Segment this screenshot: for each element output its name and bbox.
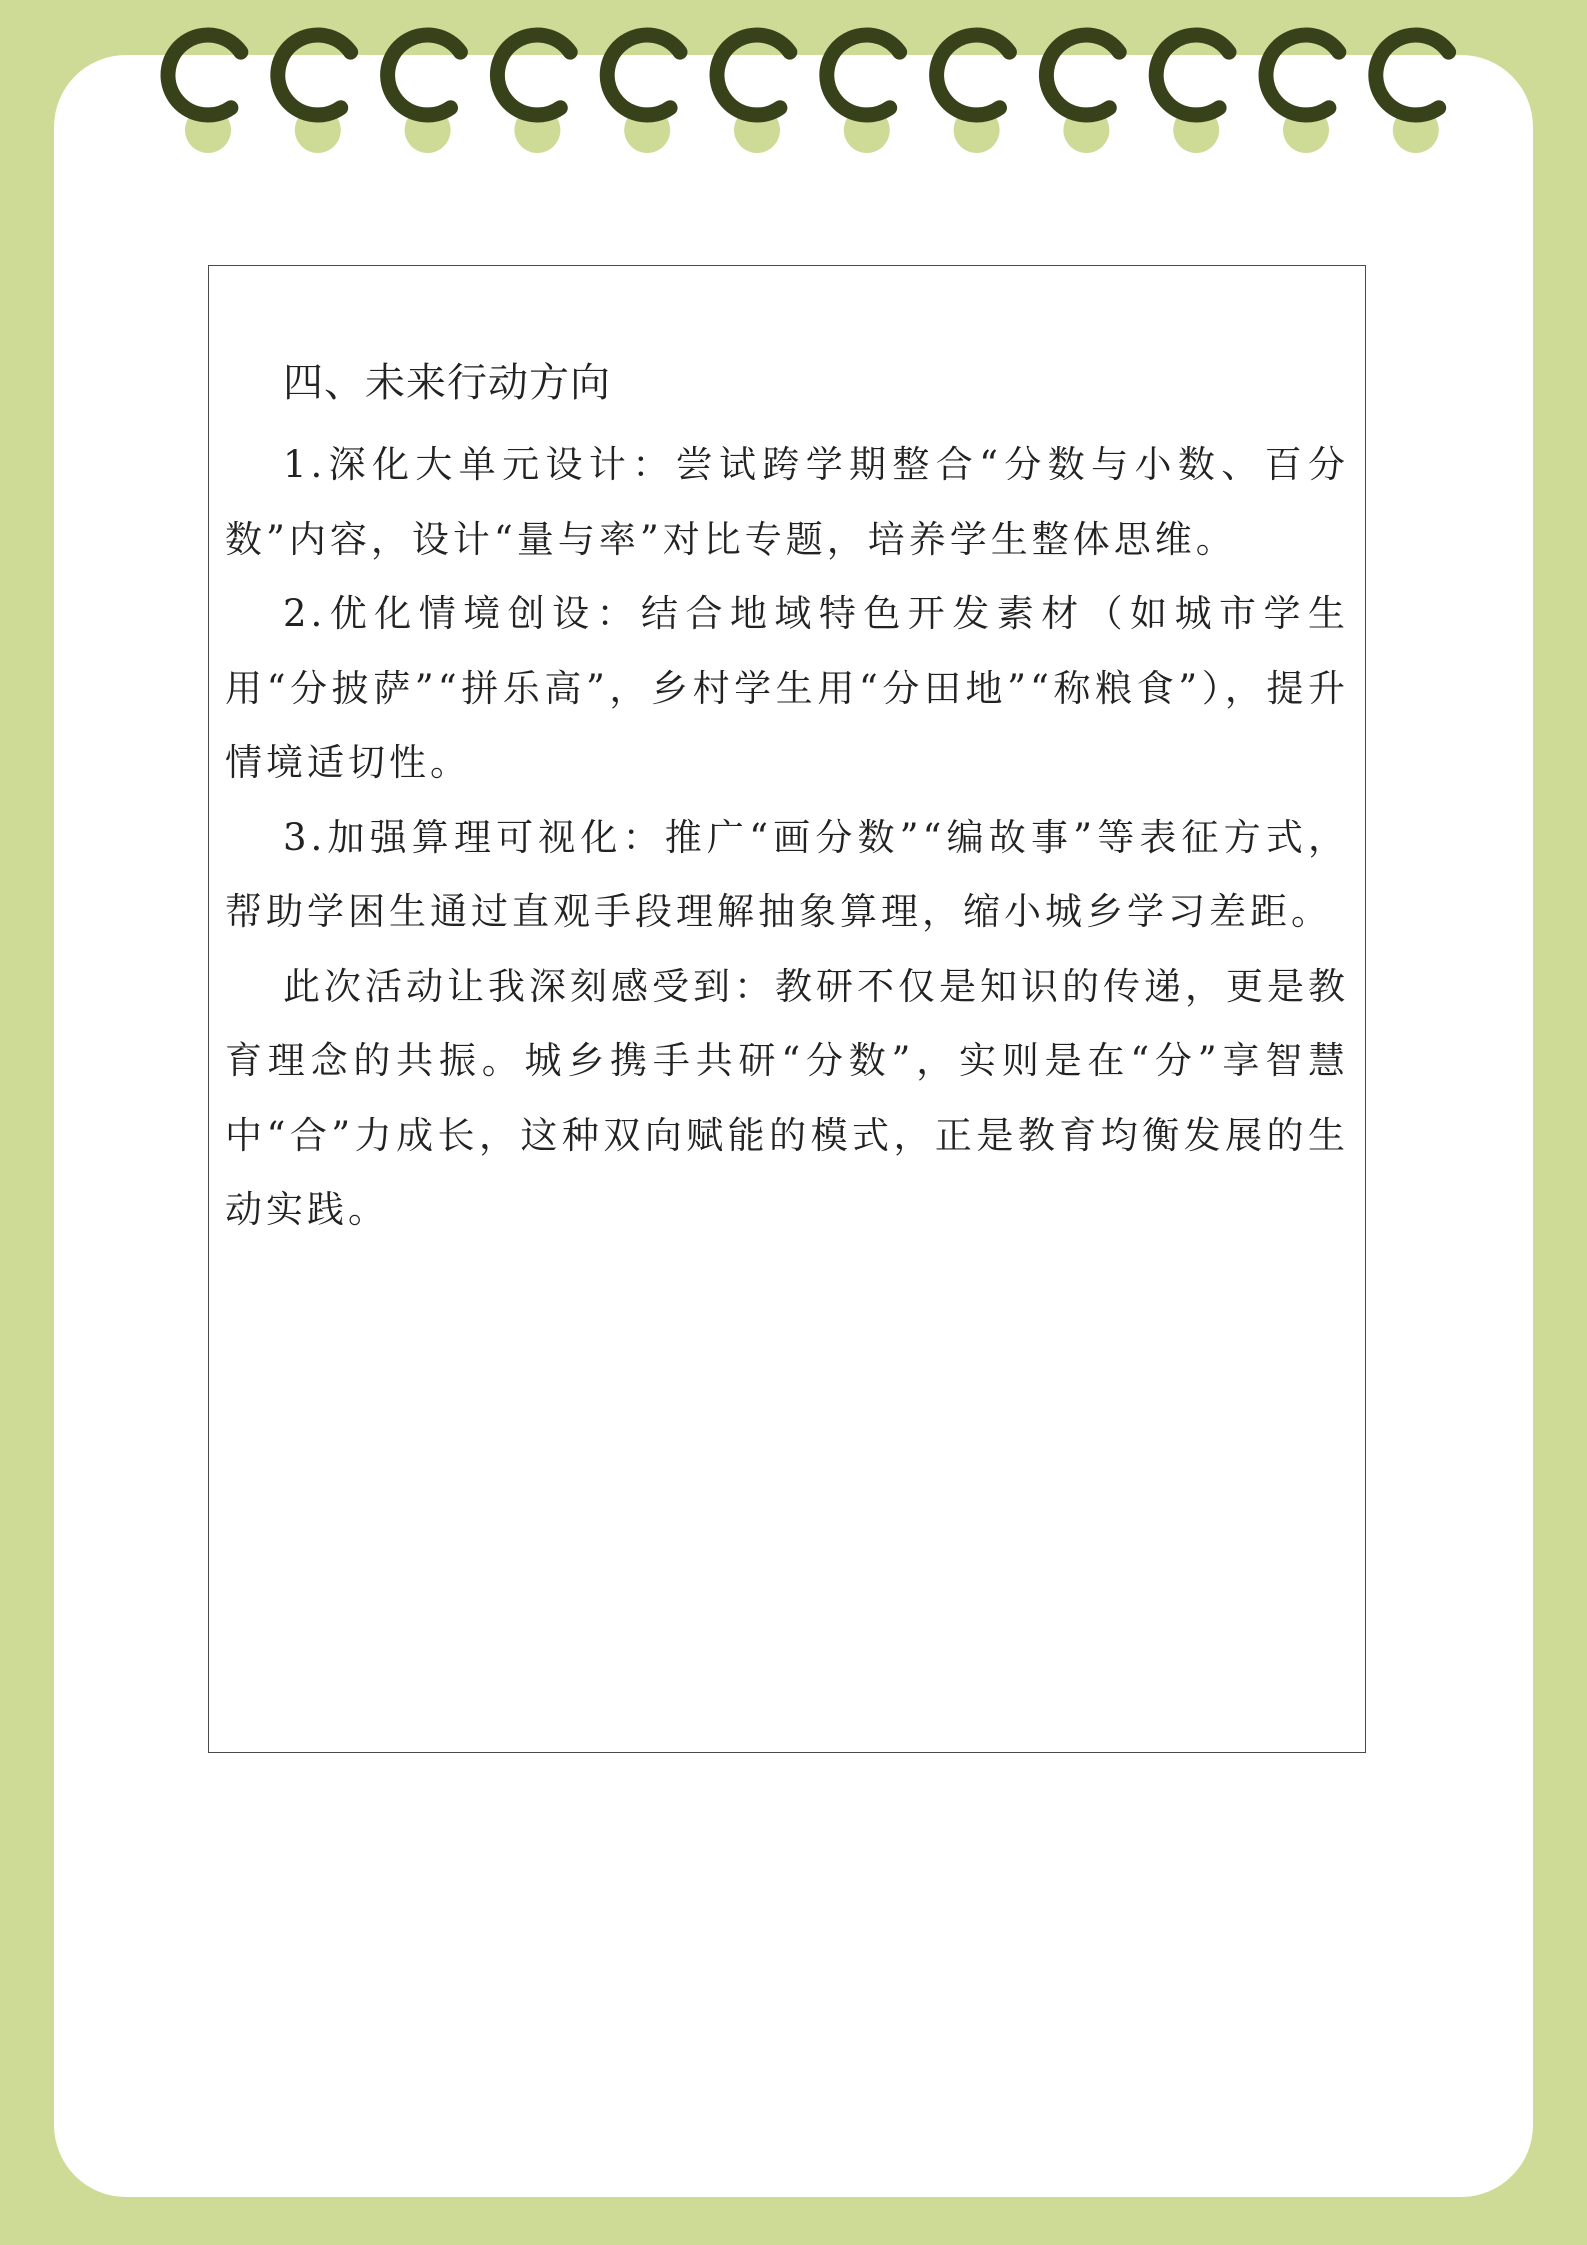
paragraph-1: 1.深化大单元设计：尝试跨学期整合“分数与小数、百分数”内容，设计“量与率”对比专题，培养学生整体思维。	[225, 443, 1349, 561]
section-heading: 四、未来行动方向	[283, 360, 611, 406]
content-frame	[208, 265, 1366, 1753]
paragraph-2: 2.优化情境创设：结合地域特色开发素材（如城市学生用“分披萨”“拼乐高”，乡村学生用“分田地”“称粮食”），提升情境适切性。	[225, 592, 1349, 784]
paragraph-conclusion: 此次活动让我深刻感受到：教研不仅是知识的传递，更是教育理念的共振。城乡携手共研“分数”，实则是在“分”享智慧中“合”力成长，这种双向赋能的模式，正是教育均衡发展的生动实践。	[225, 964, 1349, 1231]
paragraph-3: 3.加强算理可视化：推广“画分数”“编故事”等表征方式，帮助学困生通过直观手段理解抽象算理，缩小城乡学习差距。	[225, 815, 1349, 933]
